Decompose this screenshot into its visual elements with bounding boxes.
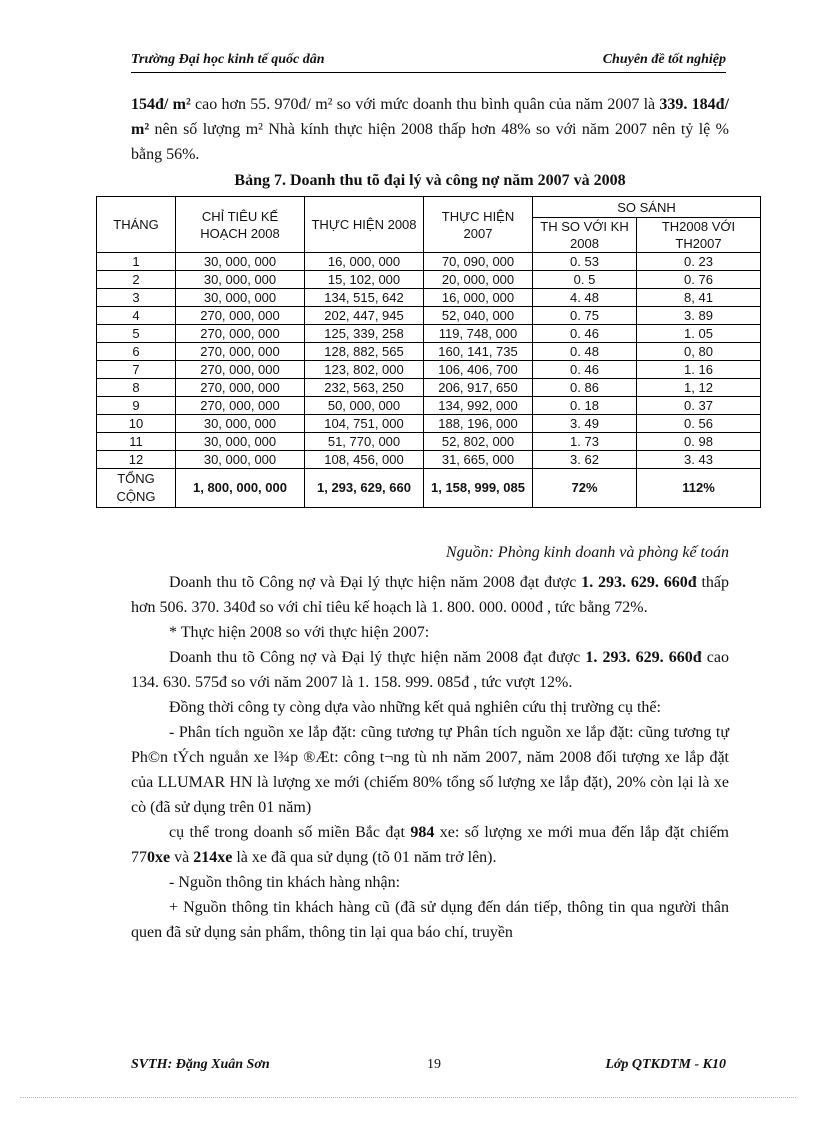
page-header xyxy=(131,50,726,73)
table-cell: 30, 000, 000 xyxy=(176,415,305,433)
table-cell: 3 xyxy=(97,289,176,307)
table-cell: 16, 000, 000 xyxy=(305,253,424,271)
table-cell: 108, 456, 000 xyxy=(305,451,424,469)
total-plan: 1, 800, 000, 000 xyxy=(176,469,305,508)
table-cell: 1. 16 xyxy=(637,361,761,379)
table-cell: 16, 000, 000 xyxy=(424,289,533,307)
table-cell: 12 xyxy=(97,451,176,469)
table-cell: 270, 000, 000 xyxy=(176,397,305,415)
table-cell: 20, 000, 000 xyxy=(424,271,533,289)
col-actual-2008: THỰC HIỆN 2008 xyxy=(305,197,424,253)
table-cell: 206, 917, 650 xyxy=(424,379,533,397)
table-cell: 11 xyxy=(97,433,176,451)
table-cell: 52, 040, 000 xyxy=(424,307,533,325)
table-cell: 0. 18 xyxy=(533,397,637,415)
table-cell: 106, 406, 700 xyxy=(424,361,533,379)
table-cell: 1. 73 xyxy=(533,433,637,451)
total-vs-plan: 72% xyxy=(533,469,637,508)
table-cell: 5 xyxy=(97,325,176,343)
table-cell: 0. 23 xyxy=(637,253,761,271)
table-cell: 202, 447, 945 xyxy=(305,307,424,325)
table-cell: 270, 000, 000 xyxy=(176,307,305,325)
col-plan: CHỈ TIÊU KẾ HOẠCH 2008 xyxy=(176,197,305,253)
table-cell: 160, 141, 735 xyxy=(424,343,533,361)
table-cell: 0, 80 xyxy=(637,343,761,361)
table-cell: 7 xyxy=(97,361,176,379)
header-title: Chuyên đề tốt nghiệp xyxy=(602,52,726,67)
table-cell: 8 xyxy=(97,379,176,397)
table-cell: 51, 770, 000 xyxy=(305,433,424,451)
total-actual-2007: 1, 158, 999, 085 xyxy=(424,469,533,508)
table-cell: 0. 53 xyxy=(533,253,637,271)
table-cell: 270, 000, 000 xyxy=(176,343,305,361)
page-bottom-border xyxy=(20,1097,796,1098)
body-text xyxy=(131,570,729,945)
table-cell: 30, 000, 000 xyxy=(176,271,305,289)
paragraph-3: Doanh thu tõ Công nợ và Đại lý thực hiện năm 2008 đạt được 1. 293. 629. 660đ cao 134. 630. 575đ so với năm 2007 là 1. 158. 999. 085đ , tức vượt 12%. xyxy=(131,649,729,691)
paragraph-1: Doanh thu tõ Công nợ và Đại lý thực hiện năm 2008 đạt được 1. 293. 629. 660đ thấp hơn 506. 370. 340đ so với chỉ tiêu kế hoạch là 1. 800. 000. 000đ , tức bằng 72%. xyxy=(131,574,729,616)
table-cell: 8, 41 xyxy=(637,289,761,307)
table-caption: Bảng 7. Doanh thu tõ đại lý và công nợ năm 2007 và 2008 xyxy=(234,172,626,189)
intro-paragraph: 154đ/ m² cao hơn 55. 970đ/ m² so với mức doanh thu bình quân của năm 2007 là 339. 184đ/ m² nên số lượng m² Nhà kính thực hiện 2008 thấp hơn 48% so với năm 2007 nên tỷ lệ % bằng 56%. xyxy=(131,96,730,163)
table-row xyxy=(97,415,761,433)
table-cell: 52, 802, 000 xyxy=(424,433,533,451)
paragraph-5: - Phân tích nguồn xe lắp đặt: cũng tương tự Phân tích nguồn xe lắp đặt: cũng tương tự Ph©n tÝch nguån xe l¾p ®Æt: công t¬ng tù nh năm 2007, năm 2008 đối tượng xe lắp đặt của LLUMAR HN là lượng xe mới (chiếm 80% tổng số lượng xe lắp đặt), 20% còn lại là xe cò (đã sử dụng trên 01 năm) xyxy=(131,724,729,816)
table-row xyxy=(97,379,761,397)
table-cell: 0. 56 xyxy=(637,415,761,433)
table-row xyxy=(97,343,761,361)
table-cell: 270, 000, 000 xyxy=(176,325,305,343)
total-actual-2008: 1, 293, 629, 660 xyxy=(305,469,424,508)
table-cell: 15, 102, 000 xyxy=(305,271,424,289)
table-cell: 2 xyxy=(97,271,176,289)
table-cell: 6 xyxy=(97,343,176,361)
paragraph-4: Đồng thời công ty còng dựa vào những kết quả nghiên cứu thị trường cụ thể: xyxy=(169,699,661,716)
total-row xyxy=(97,469,761,508)
table-cell: 4. 48 xyxy=(533,289,637,307)
table-cell: 3. 43 xyxy=(637,451,761,469)
total-vs-2007: 112% xyxy=(637,469,761,508)
paragraph-7: - Nguồn thông tin khách hàng nhận: xyxy=(169,874,401,891)
page-footer xyxy=(131,1057,726,1073)
table-cell: 0. 76 xyxy=(637,271,761,289)
table-cell: 0. 48 xyxy=(533,343,637,361)
table-row xyxy=(97,361,761,379)
total-label: TỔNG CỘNG xyxy=(97,469,176,508)
col-month: THÁNG xyxy=(97,197,176,253)
col-compare: SO SÁNH xyxy=(533,197,761,218)
table-cell: 31, 665, 000 xyxy=(424,451,533,469)
table-row xyxy=(97,325,761,343)
table-cell: 30, 000, 000 xyxy=(176,451,305,469)
paragraph-2: * Thực hiện 2008 so với thực hiện 2007: xyxy=(169,624,430,641)
paragraph-6: cụ thể trong doanh số miền Bắc đạt 984 xe: số lượng xe mới mua đến lắp đặt chiếm 770xe và 214xe là xe đã qua sử dụng (tõ 01 năm trở lên). xyxy=(131,824,729,866)
table-source: Nguồn: Phòng kinh doanh và phòng kế toán xyxy=(445,544,729,561)
header-school: Trường Đại học kinh tế quốc dân xyxy=(131,52,325,67)
table-cell: 50, 000, 000 xyxy=(305,397,424,415)
table-row xyxy=(97,307,761,325)
table-cell: 10 xyxy=(97,415,176,433)
table-cell: 30, 000, 000 xyxy=(176,433,305,451)
col-actual-2007: THỰC HIỆN 2007 xyxy=(424,197,533,253)
table-row xyxy=(97,397,761,415)
table-cell: 30, 000, 000 xyxy=(176,253,305,271)
revenue-table xyxy=(96,196,761,508)
table-cell: 128, 882, 565 xyxy=(305,343,424,361)
table-cell: 270, 000, 000 xyxy=(176,379,305,397)
table-row xyxy=(97,289,761,307)
table-cell: 3. 89 xyxy=(637,307,761,325)
table-cell: 0. 98 xyxy=(637,433,761,451)
table-cell: 1 xyxy=(97,253,176,271)
table-row xyxy=(97,433,761,451)
table-cell: 3. 62 xyxy=(533,451,637,469)
table-cell: 0. 5 xyxy=(533,271,637,289)
page-number: 19 xyxy=(427,1057,441,1072)
table-cell: 0. 37 xyxy=(637,397,761,415)
table-cell: 134, 992, 000 xyxy=(424,397,533,415)
table-cell: 232, 563, 250 xyxy=(305,379,424,397)
table-cell: 119, 748, 000 xyxy=(424,325,533,343)
table-cell: 188, 196, 000 xyxy=(424,415,533,433)
table-cell: 123, 802, 000 xyxy=(305,361,424,379)
paragraph-8: + Nguồn thông tin khách hàng cũ (đã sử dụng đến dán tiếp, thông tin qua người thân quen đã sử dụng sản phẩm, thông tin lại qua báo chí, truyền xyxy=(131,899,729,941)
table-cell: 0. 46 xyxy=(533,361,637,379)
table-row xyxy=(97,451,761,469)
table-cell: 125, 339, 258 xyxy=(305,325,424,343)
col-vs-plan: TH SO VỚI KH 2008 xyxy=(533,218,637,253)
table-cell: 134, 515, 642 xyxy=(305,289,424,307)
table-cell: 1, 12 xyxy=(637,379,761,397)
table-cell: 9 xyxy=(97,397,176,415)
col-vs-2007: TH2008 VỚI TH2007 xyxy=(637,218,761,253)
table-cell: 104, 751, 000 xyxy=(305,415,424,433)
table-cell: 4 xyxy=(97,307,176,325)
table-row xyxy=(97,271,761,289)
table-cell: 70, 090, 000 xyxy=(424,253,533,271)
table-cell: 1. 05 xyxy=(637,325,761,343)
table-row xyxy=(97,253,761,271)
footer-author: SVTH: Đặng Xuân Sơn xyxy=(131,1057,270,1072)
table-cell: 0. 46 xyxy=(533,325,637,343)
table-cell: 0. 86 xyxy=(533,379,637,397)
table-cell: 0. 75 xyxy=(533,307,637,325)
footer-class: Lớp QTKDTM - K10 xyxy=(605,1057,726,1072)
table-cell: 30, 000, 000 xyxy=(176,289,305,307)
table-cell: 3. 49 xyxy=(533,415,637,433)
table-cell: 270, 000, 000 xyxy=(176,361,305,379)
